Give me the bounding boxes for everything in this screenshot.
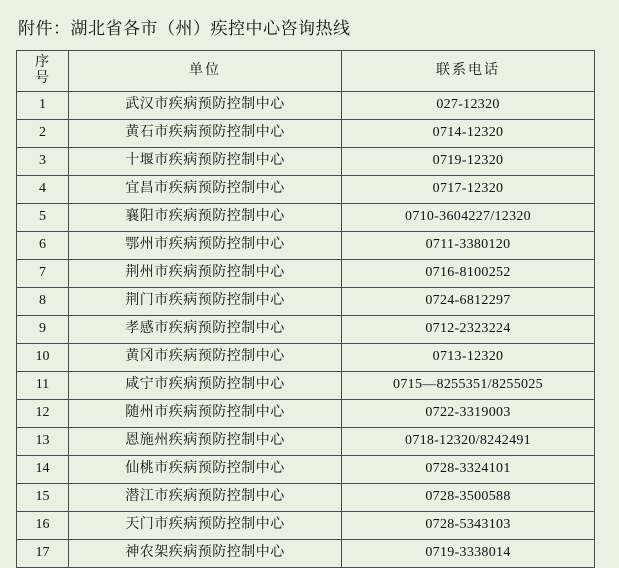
table-row [17,344,595,372]
cell-index: 12 [17,400,69,428]
cell-index: 3 [17,148,69,176]
table-body [17,92,595,568]
hotline-table [16,50,595,568]
cell-phone: 0717-12320 [342,176,595,204]
cell-unit: 仙桃市疾病预防控制中心 [69,456,342,484]
cell-phone: 0724-6812297 [342,288,595,316]
table-row [17,204,595,232]
table-row [17,456,595,484]
cell-unit: 恩施州疾病预防控制中心 [69,428,342,456]
cell-unit: 随州市疾病预防控制中心 [69,400,342,428]
cell-phone: 0718-12320/8242491 [342,428,595,456]
cell-index: 8 [17,288,69,316]
column-header-index-line1: 序 [35,54,50,70]
cell-unit: 黄石市疾病预防控制中心 [69,120,342,148]
table-row [17,92,595,120]
cell-phone: 0714-12320 [342,120,595,148]
cell-index: 11 [17,372,69,400]
table-row [17,316,595,344]
cell-index: 1 [17,92,69,120]
table-row [17,372,595,400]
column-header-unit: 单位 [69,51,342,92]
cell-phone: 0710-3604227/12320 [342,204,595,232]
cell-unit: 襄阳市疾病预防控制中心 [69,204,342,232]
cell-phone: 0719-3338014 [342,540,595,568]
cell-index: 15 [17,484,69,512]
cell-phone: 0715—8255351/8255025 [342,372,595,400]
cell-unit: 鄂州市疾病预防控制中心 [69,232,342,260]
cell-unit: 孝感市疾病预防控制中心 [69,316,342,344]
cell-unit: 天门市疾病预防控制中心 [69,512,342,540]
hotline-table-container [16,50,594,568]
page-title: 附件：湖北省各市（州）疾控中心咨询热线 [18,19,351,38]
cell-phone: 0716-8100252 [342,260,595,288]
cell-phone: 0713-12320 [342,344,595,372]
cell-index: 16 [17,512,69,540]
table-header [17,51,595,92]
cell-index: 4 [17,176,69,204]
cell-index: 6 [17,232,69,260]
cell-phone: 0712-2323224 [342,316,595,344]
cell-index: 14 [17,456,69,484]
table-header-row [17,51,595,92]
cell-unit: 潜江市疾病预防控制中心 [69,484,342,512]
cell-phone: 0728-5343103 [342,512,595,540]
cell-unit: 咸宁市疾病预防控制中心 [69,372,342,400]
cell-unit: 十堰市疾病预防控制中心 [69,148,342,176]
cell-phone: 0719-12320 [342,148,595,176]
table-row [17,232,595,260]
cell-index: 7 [17,260,69,288]
cell-unit: 荆门市疾病预防控制中心 [69,288,342,316]
column-header-phone: 联系电话 [342,51,595,92]
table-row [17,148,595,176]
cell-phone: 0722-3319003 [342,400,595,428]
cell-index: 9 [17,316,69,344]
table-row [17,120,595,148]
cell-index: 2 [17,120,69,148]
table-row [17,288,595,316]
cell-unit: 宜昌市疾病预防控制中心 [69,176,342,204]
table-row [17,428,595,456]
table-row [17,400,595,428]
column-header-index [17,51,69,92]
table-row [17,176,595,204]
table-row [17,540,595,568]
cell-index: 5 [17,204,69,232]
table-row [17,260,595,288]
cell-phone: 0728-3324101 [342,456,595,484]
column-header-index-line2: 号 [35,71,50,86]
cell-phone: 0711-3380120 [342,232,595,260]
cell-unit: 神农架疾病预防控制中心 [69,540,342,568]
cell-index: 17 [17,540,69,568]
table-row [17,512,595,540]
table-row [17,484,595,512]
cell-phone: 0728-3500588 [342,484,595,512]
cell-phone: 027-12320 [342,92,595,120]
cell-index: 10 [17,344,69,372]
cell-unit: 武汉市疾病预防控制中心 [69,92,342,120]
cell-index: 13 [17,428,69,456]
cell-unit: 黄冈市疾病预防控制中心 [69,344,342,372]
cell-unit: 荆州市疾病预防控制中心 [69,260,342,288]
